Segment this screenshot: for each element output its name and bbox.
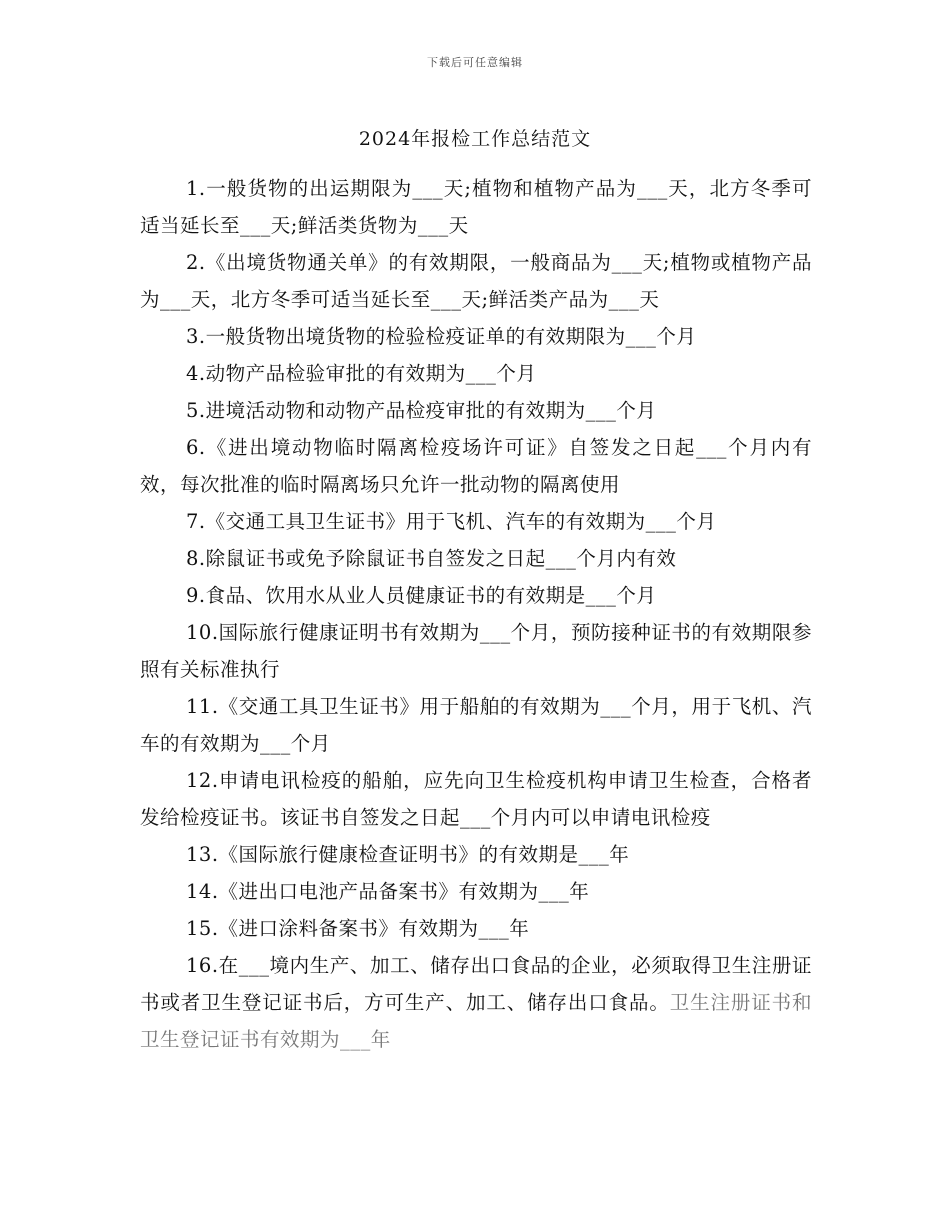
document-body bbox=[140, 170, 812, 1058]
list-item: 6.《进出境动物临时隔离检疫场许可证》自签发之日起___个月内有效，每次批准的临时隔离场只允许一批动物的隔离使用 bbox=[140, 436, 812, 496]
last-item-main-text: 16.在___境内生产、加工、储存出口食品的企业，必须取得卫生注册证书或者卫生登记证书后，方可生产、加工、储存出口食品。 bbox=[140, 954, 812, 1014]
list-item: 13.《国际旅行健康检查证明书》的有效期是___年 bbox=[186, 843, 630, 866]
list-item: 7.《交通工具卫生证书》用于飞机、汽车的有效期为___个月 bbox=[186, 510, 717, 533]
list-item: 11.《交通工具卫生证书》用于船舶的有效期为___个月，用于飞机、汽车的有效期为___个月 bbox=[140, 695, 812, 755]
list-item: 2.《出境货物通关单》的有效期限，一般商品为___天;植物或植物产品为___天，北方冬季可适当延长至___天;鲜活类产品为___天 bbox=[140, 251, 812, 311]
list-item: 12.申请电讯检疫的船舶，应先向卫生检疫机构申请卫生检查，合格者发给检疫证书。该证书自签发之日起___个月内可以申请电讯检疫 bbox=[140, 769, 812, 829]
list-item: 10.国际旅行健康证明书有效期为___个月，预防接种证书的有效期限参照有关标准执行 bbox=[140, 621, 812, 681]
list-item: 4.动物产品检验审批的有效期为___个月 bbox=[186, 362, 537, 385]
list-item: 9.食品、饮用水从业人员健康证书的有效期是___个月 bbox=[186, 584, 657, 607]
list-item: 5.进境活动物和动物产品检疫审批的有效期为___个月 bbox=[186, 399, 657, 422]
last-item-faded-text: 卫生注册证书和卫生登记证书有效期为___年 bbox=[140, 991, 812, 1051]
header-note: 下载后可任意编辑 bbox=[427, 56, 523, 69]
list-item-last bbox=[140, 947, 812, 1058]
document-title: 2024年报检工作总结范文 bbox=[358, 128, 592, 150]
list-item: 14.《进出口电池产品备案书》有效期为___年 bbox=[186, 880, 590, 903]
list-item: 8.除鼠证书或免予除鼠证书自签发之日起___个月内有效 bbox=[186, 547, 677, 570]
list-item: 1.一般货物的出运期限为___天;植物和植物产品为___天，北方冬季可适当延长至___天;鲜活类货物为___天 bbox=[140, 177, 812, 237]
list-item: 15.《进口涂料备案书》有效期为___年 bbox=[186, 917, 530, 940]
list-item: 3.一般货物出境货物的检验检疫证单的有效期限为___个月 bbox=[186, 325, 697, 348]
